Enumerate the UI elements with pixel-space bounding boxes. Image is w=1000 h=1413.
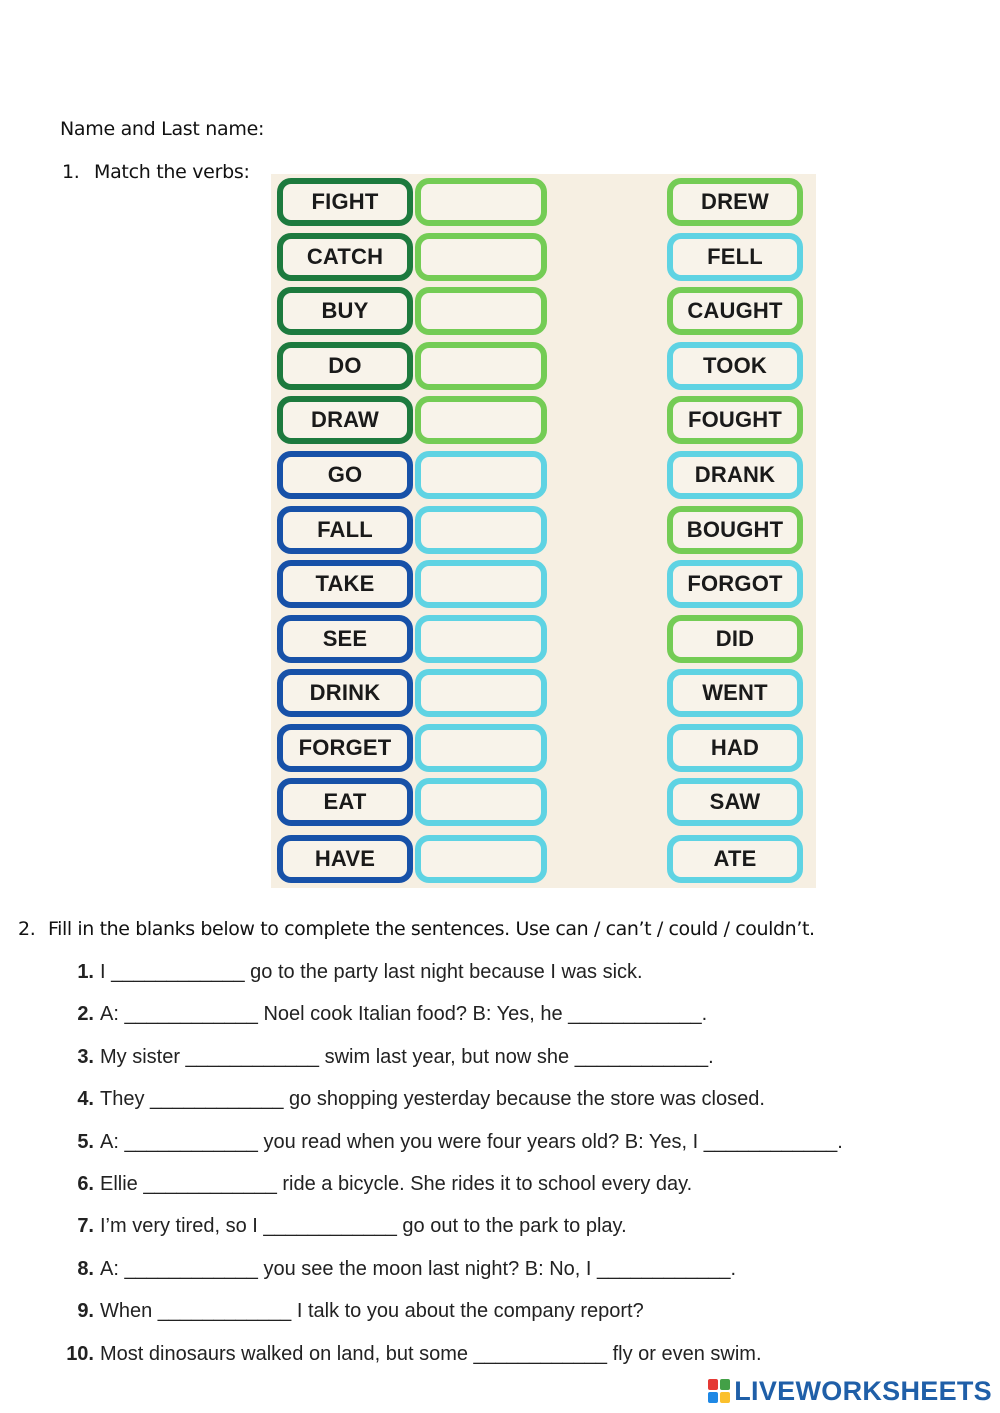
sentence-number: 9. (77, 1300, 94, 1323)
exercise-1-title: Match the verbs: (94, 161, 250, 183)
sentence-number: 8. (77, 1257, 94, 1280)
verb-box: SEE (277, 615, 413, 663)
past-tense-box[interactable]: CAUGHT (667, 287, 803, 335)
verb-box: DRAW (277, 396, 413, 444)
past-tense-box[interactable]: DREW (667, 178, 803, 226)
name-line: Name and Last name: (60, 118, 265, 140)
match-row (271, 669, 816, 717)
verb-box: DO (277, 342, 413, 390)
exercise-2-number: 2. (18, 918, 36, 940)
sentence-item (50, 1003, 707, 1026)
past-tense-box[interactable]: WENT (667, 669, 803, 717)
sentence-text[interactable]: Ellie ____________ ride a bicycle. She rides it to school every day. (100, 1173, 693, 1195)
verb-box: TAKE (277, 560, 413, 608)
match-row (271, 396, 816, 444)
sentence-item (50, 1343, 762, 1366)
answer-blank[interactable] (415, 451, 547, 499)
verb-box: DRINK (277, 669, 413, 717)
answer-blank[interactable] (415, 778, 547, 826)
sentence-item (50, 1258, 736, 1281)
match-row (271, 342, 816, 390)
past-tense-box[interactable]: DID (667, 615, 803, 663)
past-tense-box[interactable]: FELL (667, 233, 803, 281)
answer-blank[interactable] (415, 835, 547, 883)
sentence-number: 5. (77, 1130, 94, 1153)
sentence-number: 3. (77, 1045, 94, 1068)
verb-box: FIGHT (277, 178, 413, 226)
sentence-item (50, 1215, 627, 1238)
match-row (271, 451, 816, 499)
answer-blank[interactable] (415, 560, 547, 608)
match-row (271, 506, 816, 554)
sentence-item (50, 1131, 843, 1154)
past-tense-box[interactable]: SAW (667, 778, 803, 826)
match-row (271, 835, 816, 883)
sentence-number: 6. (77, 1173, 94, 1195)
sentence-text[interactable]: I ____________ go to the party last night because I was sick. (100, 961, 643, 983)
verb-box: FORGET (277, 724, 413, 772)
sentence-item (50, 1173, 692, 1196)
sentence-number: 7. (77, 1215, 94, 1238)
sentence-text[interactable]: I’m very tired, so I ____________ go out to the park to play. (100, 1215, 627, 1238)
answer-blank[interactable] (415, 287, 547, 335)
sentence-text[interactable]: My sister ____________ swim last year, but now she ____________. (100, 1045, 714, 1068)
liveworksheets-logo[interactable] (708, 1376, 992, 1407)
verb-box: CATCH (277, 233, 413, 281)
verb-matching-panel (271, 174, 816, 888)
answer-blank[interactable] (415, 669, 547, 717)
answer-blank[interactable] (415, 178, 547, 226)
past-tense-box[interactable]: HAD (667, 724, 803, 772)
verb-box: FALL (277, 506, 413, 554)
verb-box: HAVE (277, 835, 413, 883)
sentence-number: 10. (66, 1342, 94, 1365)
answer-blank[interactable] (415, 233, 547, 281)
answer-blank[interactable] (415, 724, 547, 772)
logo-mark-icon (708, 1379, 732, 1405)
answer-blank[interactable] (415, 396, 547, 444)
exercise-1-label (62, 161, 250, 183)
sentence-item (50, 1088, 765, 1111)
sentence-item (50, 1300, 644, 1323)
match-row (271, 287, 816, 335)
match-row (271, 178, 816, 226)
exercise-2-instruction: Fill in the blanks below to complete the sentences. Use can / can’t / could / couldn’t. (48, 918, 815, 940)
sentence-text[interactable]: A: ____________ you see the moon last night? B: No, I ____________. (100, 1257, 737, 1280)
verb-box: GO (277, 451, 413, 499)
match-row (271, 778, 816, 826)
sentence-number: 4. (77, 1088, 94, 1111)
sentence-number: 2. (77, 1003, 94, 1026)
sentence-text[interactable]: A: ____________ Noel cook Italian food? B: Yes, he ____________. (100, 1003, 708, 1026)
sentence-item (50, 1046, 714, 1069)
past-tense-box[interactable]: TOOK (667, 342, 803, 390)
answer-blank[interactable] (415, 506, 547, 554)
match-row (271, 233, 816, 281)
past-tense-box[interactable]: FORGOT (667, 560, 803, 608)
past-tense-box[interactable]: FOUGHT (667, 396, 803, 444)
exercise-1-number: 1. (62, 161, 80, 183)
sentence-number: 1. (77, 961, 94, 983)
past-tense-box[interactable]: BOUGHT (667, 506, 803, 554)
past-tense-box[interactable]: DRANK (667, 451, 803, 499)
verb-box: EAT (277, 778, 413, 826)
match-row (271, 560, 816, 608)
sentence-text[interactable]: A: ____________ you read when you were four years old? B: Yes, I ____________. (100, 1130, 843, 1153)
sentence-text[interactable]: Most dinosaurs walked on land, but some ____________ fly or even swim. (100, 1342, 762, 1365)
logo-text: LIVEWORKSHEETS (734, 1376, 992, 1406)
match-row (271, 615, 816, 663)
answer-blank[interactable] (415, 342, 547, 390)
sentence-text[interactable]: They ____________ go shopping yesterday because the store was closed. (100, 1088, 765, 1111)
sentence-item (50, 961, 643, 984)
past-tense-box[interactable]: ATE (667, 835, 803, 883)
match-row (271, 724, 816, 772)
answer-blank[interactable] (415, 615, 547, 663)
sentence-text[interactable]: When ____________ I talk to you about the company report? (100, 1300, 644, 1323)
exercise-2-heading (18, 918, 815, 940)
verb-box: BUY (277, 287, 413, 335)
